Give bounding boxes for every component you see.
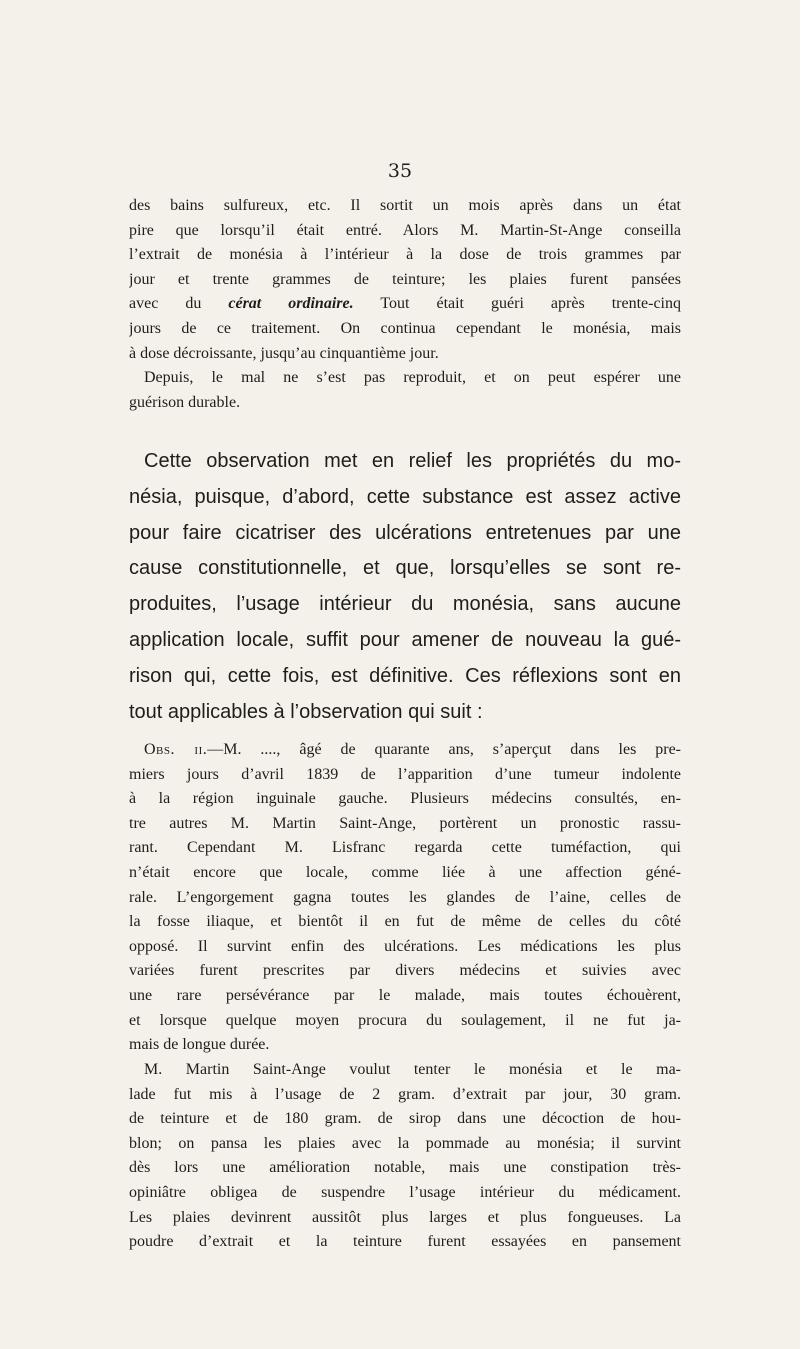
text-line: Les plaies devinrent aussitôt plus larges et plus fongueuses. La (129, 1208, 681, 1226)
text-line: tout applicables à l’observation qui suit : (129, 700, 483, 723)
text-fragment: —M. ...., âgé de quarante ans, s’aperçut dans les pre- (207, 741, 681, 758)
text-line: jour et trente grammes de teinture; les plaies furent pansées (129, 270, 681, 288)
text-line: des bains sulfureux, etc. Il sortit un mois après dans un état (129, 197, 681, 214)
text-line: cause constitutionnelle, et que, lorsqu’elles se sont re- (129, 557, 681, 580)
text-line: pire que lorsqu’il était entré. Alors M. Martin-St-Ange conseilla (129, 221, 681, 239)
text-line (129, 738, 681, 763)
text-fragment: Tout était guéri après trente-cinq (380, 295, 681, 313)
paragraph-case-continuation (129, 194, 681, 366)
text-line: mais de longue durée. (129, 1036, 270, 1054)
text-line: poudre d’extrait et la teinture furent essayées en pansement (129, 1233, 681, 1251)
text-line: et lorsque quelque moyen procura du soulagement, il ne fut ja- (129, 1011, 681, 1029)
text-line: jours de ce traitement. On continua cependant le monésia, mais (129, 319, 681, 337)
text-line: rale. L’engorgement gagna toutes les glandes de l’aine, celles de (129, 888, 681, 906)
text-line: opposé. Il survint enfin des ulcérations. Les médications les plus (129, 937, 681, 955)
page-number: 35 (387, 160, 413, 182)
text-line: Cette observation met en relief les propriétés du mo- (144, 450, 681, 472)
text-line: M. Martin Saint-Ange voulut tenter le monésia et le ma- (144, 1061, 681, 1078)
text-line: une rare persévérance par le malade, mais toutes échouèrent, (129, 986, 681, 1004)
text-line: l’extrait de monésia à l’intérieur à la dose de trois grammes par (129, 246, 681, 264)
text-line: guérison durable. (129, 393, 241, 411)
text-line: variées furent prescrites par divers médecins et suivies avec (129, 962, 681, 980)
text-line: à la région inguinale gauche. Plusieurs médecins consultés, en- (129, 790, 681, 808)
text-line: blon; on pansa les plaies avec la pommade au monésia; il survint (129, 1134, 681, 1152)
text-line: Depuis, le mal ne s’est pas reproduit, et on peut espérer une (144, 369, 681, 386)
text-line: lade fut mis à l’usage de 2 gram. d’extrait par jour, 30 gram. (129, 1085, 681, 1103)
text-line: n’était encore que locale, comme liée à une affection géné- (129, 863, 681, 881)
text-line (129, 292, 681, 317)
text-line: à dose décroissante, jusqu’au cinquantième jour. (129, 344, 439, 362)
text-line: nésia, puisque, d’abord, cette substance est assez active (129, 485, 681, 508)
paragraph-treatment (129, 1058, 681, 1255)
text-line: application locale, suffit pour amener de nouveau la gué- (129, 628, 681, 651)
emphasized-term: cérat ordinaire. (228, 295, 354, 313)
text-line: dès lors une amélioration notable, mais une constipation très- (129, 1159, 681, 1177)
text-fragment: avec du (129, 295, 229, 313)
paragraph-observation-2 (129, 738, 681, 1058)
text-line: pour faire cicatriser des ulcérations entretenues par une (129, 521, 681, 544)
paragraph-outcome (129, 366, 681, 415)
text-line: tre autres M. Martin Saint-Ange, portèrent un pronostic rassu- (129, 814, 681, 832)
paragraph-commentary (129, 444, 681, 730)
text-line: miers jours d’avril 1839 de l’apparition d’une tumeur indolente (129, 765, 681, 783)
text-line: rison qui, cette fois, est définitive. Ces réflexions sont en (129, 664, 681, 687)
observation-label: Obs. ii. (144, 741, 208, 758)
text-line: de teinture et de 180 gram. de sirop dans une décoction de hou- (129, 1110, 681, 1128)
text-line: la fosse iliaque, et bientôt il en fut de même de celles du côté (129, 913, 681, 931)
text-line: opiniâtre obligea de suspendre l’usage intérieur du médicament. (129, 1183, 681, 1201)
text-line: rant. Cependant M. Lisfranc regarda cette tuméfaction, qui (129, 839, 681, 857)
text-line: produites, l’usage intérieur du monésia, sans aucune (129, 593, 681, 616)
